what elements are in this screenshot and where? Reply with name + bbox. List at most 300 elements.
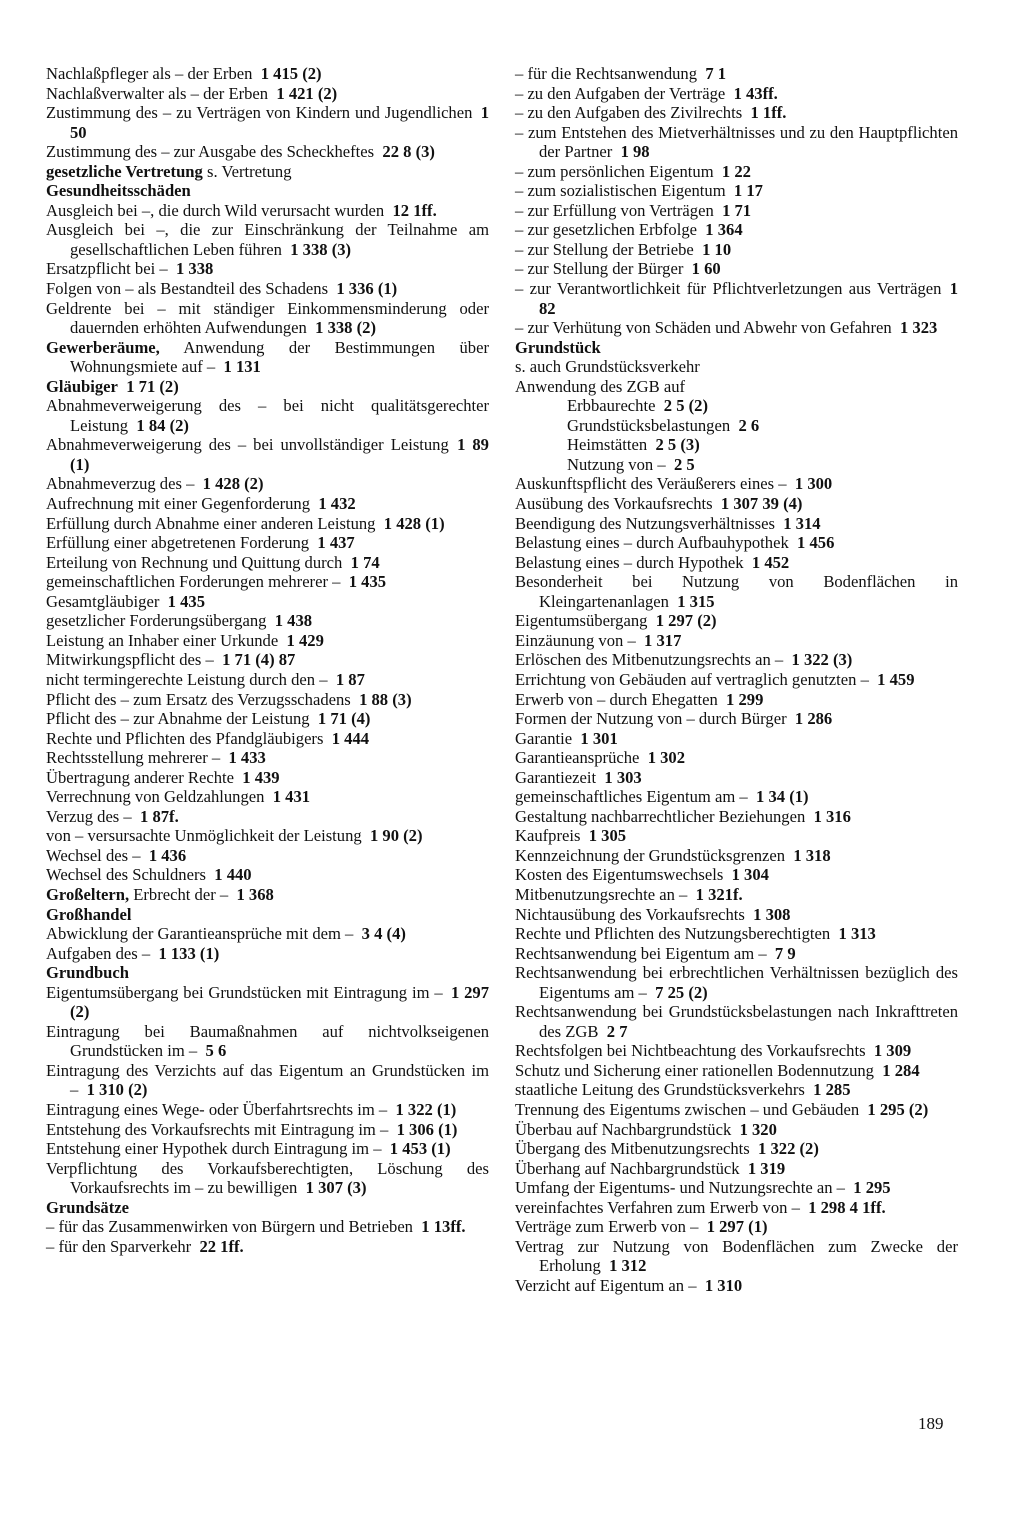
index-entry [515, 1178, 958, 1198]
index-entry [515, 787, 958, 807]
entry-reference: 2 5 (3) [655, 435, 700, 455]
entry-text: Eigentumsübergang [515, 611, 648, 631]
entry-text: gemeinschaftliches Eigentum am – [515, 787, 748, 807]
entry-text: Erwerb von – durch Ehegatten [515, 689, 718, 709]
index-entry [46, 768, 489, 788]
index-entry [515, 572, 958, 611]
entry-text: Verzug des – [46, 806, 132, 826]
index-heading [46, 1198, 489, 1218]
index-entry [46, 846, 489, 866]
index-heading [515, 338, 958, 358]
entry-reference: 1 438 [274, 611, 313, 631]
entry-reference: 2 5 [673, 454, 695, 474]
index-heading [46, 963, 489, 983]
entry-reference: 1 286 [794, 709, 833, 729]
entry-text: von – versursachte Unmöglichkeit der Leistung [46, 826, 362, 846]
index-entry [515, 1217, 958, 1237]
entry-reference: 22 8 (3) [382, 142, 435, 162]
entry-text: Nachlaßverwalter als – der Erben [46, 83, 269, 103]
index-entry [46, 826, 489, 846]
entry-reference: 1 305 [588, 826, 627, 846]
entry-reference: 1 433 [228, 748, 266, 768]
entry-keyword: Grundstück [515, 337, 601, 357]
entry-text: s. auch Grundstücksverkehr [515, 357, 700, 377]
index-entry [515, 670, 958, 690]
entry-reference: 1 439 [242, 767, 280, 787]
entry-reference: 1 319 [747, 1158, 786, 1178]
entry-text: Abnahmeverzug des – [46, 474, 195, 494]
entry-text: Entstehung des Vorkaufsrechts mit Eintragung im – [46, 1119, 389, 1139]
index-entry [515, 1061, 958, 1081]
entry-reference: 1 306 (1) [396, 1119, 458, 1139]
entry-text: Kennzeichnung der Grundstücksgrenzen [515, 845, 786, 865]
entry-text: Vertrag zur Nutzung von Bodenflächen zum Zwecke der Erholung [515, 1236, 958, 1276]
index-entry [515, 1237, 958, 1276]
entry-reference: 1 310 (2) [86, 1080, 148, 1100]
entry-text: Ausgleich bei –, die durch Wild verursacht wurden [46, 200, 385, 220]
entry-reference: 1 338 (3) [290, 239, 352, 259]
entry-text: Ersatzpflicht bei – [46, 259, 168, 279]
entry-text: Belastung eines – durch Aufbauhypothek [515, 533, 789, 553]
entry-text: Anwendung des ZGB auf [515, 376, 686, 396]
index-entry [515, 690, 958, 710]
index-entry [46, 396, 489, 435]
index-entry [515, 1100, 958, 1120]
index-entry [46, 64, 489, 84]
entry-text: Folgen von – als Bestandteil des Schadens [46, 279, 329, 299]
entry-text: Erfüllung durch Abnahme einer anderen Leistung [46, 513, 376, 533]
entry-reference: 1 298 4 1ff. [808, 1197, 886, 1217]
index-entry [515, 650, 958, 670]
entry-reference: 1 440 [214, 865, 252, 885]
entry-text: – für das Zusammenwirken von Bürgern und Betrieben [46, 1217, 413, 1237]
entry-text: Aufrechnung mit einer Gegenforderung [46, 494, 311, 514]
entry-text: – zur Stellung der Bürger [515, 259, 684, 279]
index-entry [46, 924, 489, 944]
index-entry [46, 1120, 489, 1140]
index-entry [515, 807, 958, 827]
entry-keyword: Großhandel [46, 904, 132, 924]
index-entry [46, 885, 489, 905]
index-entry [515, 1002, 958, 1041]
index-entry [515, 1120, 958, 1140]
entry-reference: 1 437 [317, 533, 355, 553]
index-heading [46, 905, 489, 925]
index-entry [515, 455, 958, 475]
index-entry [46, 1237, 489, 1257]
entry-reference: 1 338 (2) [315, 318, 376, 338]
index-entry [46, 533, 489, 553]
index-entry [515, 963, 958, 1002]
entry-keyword: Gläubiger [46, 376, 118, 396]
entry-reference: 22 1ff. [199, 1236, 244, 1256]
entry-text: Beendigung des Nutzungsverhältnisses [515, 513, 775, 533]
entry-reference: 1 299 [726, 689, 764, 709]
entry-reference: 1 34 (1) [756, 787, 809, 807]
entry-text: Erfüllung einer abgetretenen Forderung [46, 533, 310, 553]
index-entry [46, 435, 489, 474]
entry-reference: 1 323 [899, 318, 938, 338]
index-entry [46, 201, 489, 221]
entry-reference: 7 1 [705, 64, 727, 83]
entry-reference: 1 297 (2) [655, 611, 717, 631]
entry-reference: 1 50 [70, 103, 489, 142]
index-entry [515, 123, 958, 162]
index-entry [515, 181, 958, 201]
index-entry [515, 494, 958, 514]
entry-text: Besonderheit bei Nutzung von Bodenflächen in Kleingartenanlagen [515, 572, 958, 611]
entry-reference: 1 322 (2) [758, 1139, 819, 1159]
index-entry [46, 572, 489, 592]
index-entry [46, 631, 489, 651]
entry-text: Eigentumsübergang bei Grundstücken mit Eintragung im – [46, 982, 443, 1002]
index-entry [515, 944, 958, 964]
entry-reference: 12 1ff. [392, 200, 437, 220]
entry-reference: 1 87f. [140, 806, 179, 826]
index-entry [46, 1139, 489, 1159]
entry-keyword: gesetzliche Vertretung [46, 161, 203, 181]
entry-reference: 1 436 [148, 845, 187, 865]
entry-text: Erbbaurechte [567, 396, 656, 416]
entry-text: Wechsel des Schuldners [46, 865, 206, 885]
index-entry [515, 1198, 958, 1218]
index-entry [515, 201, 958, 221]
entry-reference: 1 435 [167, 591, 205, 611]
entry-text: Eintragung des Verzichts auf das Eigentum an Grundstücken im – [46, 1060, 489, 1100]
entry-text: Grundstücksbelastungen [567, 415, 731, 435]
entry-text: Schutz und Sicherung einer rationellen Bodennutzung [515, 1060, 874, 1080]
entry-text: – zu den Aufgaben der Verträge [515, 83, 726, 103]
entry-reference: 1 89 (1) [70, 435, 489, 474]
entry-reference: 1 295 [853, 1178, 891, 1198]
entry-text: Leistung an Inhaber einer Urkunde [46, 630, 279, 650]
entry-text: Verzicht auf Eigentum an – [515, 1275, 697, 1295]
entry-text: – zur gesetzlichen Erbfolge [515, 220, 697, 240]
entry-text: s. Vertretung [207, 161, 292, 181]
entry-reference: 1 308 [753, 904, 791, 924]
entry-text: – für die Rechtsanwendung [515, 64, 698, 83]
entry-text: Rechte und Pflichten des Nutzungsberechtigten [515, 924, 831, 944]
entry-reference: 1 133 (1) [158, 943, 220, 963]
index-entry [515, 1159, 958, 1179]
entry-reference: 1 71 (4) [317, 709, 371, 729]
index-entry [515, 514, 958, 534]
index-entry [46, 142, 489, 162]
entry-text: Verrechnung von Geldzahlungen [46, 787, 265, 807]
index-entry [46, 279, 489, 299]
entry-reference: 1 364 [705, 220, 743, 240]
index-column-left [46, 64, 489, 1256]
index-entry [46, 84, 489, 104]
entry-text: Übergang des Mitbenutzungsrechts [515, 1139, 750, 1159]
index-entry [515, 240, 958, 260]
entry-text: Nachlaßpfleger als – der Erben [46, 64, 253, 83]
entry-text: Gesamtgläubiger [46, 591, 160, 611]
entry-reference: 1 338 [175, 259, 214, 279]
entry-reference: 1 428 (1) [383, 513, 445, 533]
entry-reference: 1 285 [813, 1080, 851, 1100]
index-entry [515, 84, 958, 104]
entry-text: gemeinschaftlichen Forderungen mehrerer – [46, 572, 341, 592]
entry-reference: 1 71 [722, 200, 752, 220]
entry-reference: 1 74 [350, 552, 380, 572]
entry-text: Abwicklung der Garantieansprüche mit dem – [46, 924, 354, 944]
entry-text: staatliche Leitung des Grundstücksverkehrs [515, 1080, 805, 1100]
entry-text: – zu den Aufgaben des Zivilrechts [515, 103, 743, 123]
index-entry [46, 514, 489, 534]
entry-text: Gestaltung nachbarrechtlicher Beziehungen [515, 806, 806, 826]
entry-reference: 1 10 [702, 239, 732, 259]
entry-reference: 1 98 [620, 142, 650, 162]
entry-reference: 1 307 39 (4) [720, 494, 803, 514]
index-entry [515, 396, 958, 416]
entry-text: Kaufpreis [515, 826, 581, 846]
entry-text: gesetzlicher Forderungsübergang [46, 611, 267, 631]
index-entry [515, 846, 958, 866]
entry-reference: 1 1ff. [750, 103, 787, 123]
entry-reference: 1 43ff. [733, 83, 778, 103]
index-entry [515, 709, 958, 729]
entry-reference: 1 307 (3) [305, 1178, 367, 1198]
entry-text: Garantie [515, 728, 573, 748]
entry-reference: 7 25 (2) [655, 982, 708, 1002]
index-entry [515, 611, 958, 631]
index-entry [515, 885, 958, 905]
index-entry [515, 905, 958, 925]
entry-reference: 1 428 (2) [202, 474, 264, 494]
entry-text: Wechsel des – [46, 845, 141, 865]
index-entry [515, 474, 958, 494]
entry-reference: 1 71 (4) 87 [222, 650, 296, 670]
entry-text: – für den Sparverkehr [46, 1236, 192, 1256]
index-entry [515, 1276, 958, 1296]
entry-text: Auskunftspflicht des Veräußerers eines – [515, 474, 787, 494]
entry-reference: 1 368 [236, 884, 274, 904]
entry-text: Garantiezeit [515, 767, 597, 787]
entry-reference: 3 4 (4) [361, 924, 406, 944]
entry-reference: 5 6 [205, 1041, 227, 1061]
entry-text: Pflicht des – zum Ersatz des Verzugsschadens [46, 689, 351, 709]
index-entry [46, 103, 489, 142]
index-entry [46, 1100, 489, 1120]
entry-reference: 1 301 [580, 728, 618, 748]
entry-keyword: Gesundheitsschäden [46, 181, 191, 201]
entry-text: Anwendung der Bestimmungen über Wohnungsmiete auf – [70, 337, 489, 377]
entry-reference: 1 315 [677, 591, 715, 611]
index-entry [515, 220, 958, 240]
index-entry [46, 220, 489, 259]
index-entry [515, 533, 958, 553]
index-entry [46, 650, 489, 670]
entry-reference: 1 90 (2) [369, 826, 423, 846]
entry-text: Kosten des Eigentumswechsels [515, 865, 724, 885]
entry-reference: 1 317 [644, 630, 682, 650]
index-entry [515, 162, 958, 182]
entry-text: Abnahmeverweigerung des – bei nicht qualitätsgerechter Leistung [46, 396, 489, 435]
entry-text: Formen der Nutzung von – durch Bürger [515, 709, 787, 729]
index-entry [46, 299, 489, 338]
index-entry [46, 338, 489, 377]
index-entry [515, 768, 958, 788]
entry-text: – zur Erfüllung von Verträgen [515, 200, 714, 220]
entry-reference: 1 452 [751, 552, 790, 572]
index-entry [46, 944, 489, 964]
entry-reference: 1 453 (1) [389, 1139, 451, 1159]
entry-reference: 1 295 (2) [867, 1099, 929, 1119]
entry-reference: 1 17 [733, 181, 763, 201]
entry-text: – zur Verantwortlichkeit für Pflichtverletzungen aus Verträgen [515, 279, 942, 299]
entry-text: – zur Stellung der Betriebe [515, 239, 694, 259]
entry-text: Nichtausübung des Vorkaufsrechts [515, 904, 745, 924]
index-heading [46, 181, 489, 201]
index-entry [46, 729, 489, 749]
index-entry [515, 259, 958, 279]
entry-text: Rechtsanwendung bei Grundstücksbelastungen nach Inkrafttreten des ZGB [515, 1002, 958, 1041]
entry-text: Eintragung bei Baumaßnahmen auf nichtvolkseigenen Grundstücken im – [46, 1021, 489, 1061]
entry-reference: 1 316 [813, 806, 851, 826]
entry-reference: 1 322 (1) [395, 1099, 457, 1119]
index-entry [46, 807, 489, 827]
index-entry [46, 709, 489, 729]
entry-reference: 1 310 [704, 1275, 743, 1295]
entry-text: Nutzung von – [567, 454, 666, 474]
entry-reference: 1 297 (2) [70, 982, 490, 1022]
entry-reference: 1 309 [873, 1041, 912, 1061]
index-entry [46, 1061, 489, 1100]
entry-text: Belastung eines – durch Hypothek [515, 552, 744, 572]
entry-reference: 1 336 (1) [336, 279, 398, 299]
entry-reference: 1 22 [721, 161, 751, 181]
index-entry [515, 553, 958, 573]
entry-keyword: Grundsätze [46, 1197, 129, 1217]
entry-reference: 1 131 [223, 357, 261, 377]
entry-reference: 1 302 [647, 748, 686, 768]
entry-text: Übertragung anderer Rechte [46, 767, 234, 787]
entry-text: Trennung des Eigentums zwischen – und Gebäuden [515, 1099, 860, 1119]
index-entry [515, 924, 958, 944]
index-entry [515, 416, 958, 436]
index-entry [515, 748, 958, 768]
index-entry [46, 690, 489, 710]
entry-keyword: Gewerberäume, [46, 337, 160, 357]
index-entry [515, 729, 958, 749]
entry-text: Überhang auf Nachbargrundstück [515, 1158, 740, 1178]
entry-reference: 1 313 [838, 924, 876, 944]
entry-text: Heimstätten [567, 435, 648, 455]
entry-text: nicht termingerechte Leistung durch den – [46, 669, 328, 689]
entry-text: Eintragung eines Wege- oder Überfahrtsrechts im – [46, 1099, 388, 1119]
entry-reference: 1 429 [286, 630, 324, 650]
index-entry [46, 1159, 489, 1198]
index-entry [515, 435, 958, 455]
entry-text: Überbau auf Nachbargrundstück [515, 1119, 732, 1139]
entry-reference: 1 435 [348, 572, 387, 592]
index-entry [46, 983, 489, 1022]
entry-text: Ausübung des Vorkaufsrechts [515, 494, 713, 514]
entry-text: Verpflichtung des Vorkaufsberechtigten, Löschung des Vorkaufsrechts im – zu bewilligen [46, 1158, 489, 1198]
entry-reference: 1 60 [691, 259, 721, 279]
entry-text: Umfang der Eigentums- und Nutzungsrechte an – [515, 1178, 845, 1198]
entry-text: Mitbenutzungsrechte an – [515, 884, 688, 904]
index-entry [515, 357, 958, 377]
index-entry [515, 631, 958, 651]
entry-text: – zur Verhütung von Schäden und Abwehr von Gefahren [515, 318, 892, 338]
entry-text: Rechtsstellung mehrerer – [46, 748, 221, 768]
index-entry [46, 494, 489, 514]
index-entry [46, 474, 489, 494]
entry-reference: 1 459 [877, 669, 915, 689]
entry-reference: 1 284 [882, 1060, 920, 1080]
entry-reference: 1 322 (3) [791, 650, 853, 670]
entry-reference: 1 432 [318, 494, 356, 514]
entry-reference: 1 321f. [695, 884, 743, 904]
index-entry [46, 748, 489, 768]
index-entry [46, 1217, 489, 1237]
entry-text: Aufgaben des – [46, 943, 151, 963]
entry-keyword: Großeltern, [46, 884, 130, 904]
index-entry [46, 259, 489, 279]
index-entry [46, 592, 489, 612]
entry-reference: 1 444 [331, 728, 370, 748]
entry-reference: 1 314 [783, 513, 821, 533]
entry-reference: 1 431 [272, 787, 311, 807]
entry-reference: 1 415 (2) [260, 64, 322, 83]
entry-text: Erlöschen des Mitbenutzungsrechts an – [515, 650, 784, 670]
entry-reference: 1 300 [794, 474, 833, 494]
index-entry [515, 318, 958, 338]
entry-text: Entstehung einer Hypothek durch Eintragung im – [46, 1139, 382, 1159]
entry-text: Zustimmung des – zur Ausgabe des Scheckheftes [46, 142, 375, 162]
entry-text: Verträge zum Erwerb von – [515, 1217, 699, 1237]
index-entry [515, 103, 958, 123]
index-entry [515, 1080, 958, 1100]
index-entry [515, 1041, 958, 1061]
index-entry [46, 611, 489, 631]
entry-text: – zum sozialistischen Eigentum [515, 181, 726, 201]
entry-reference: 2 6 [738, 415, 760, 435]
index-entry [515, 377, 958, 397]
entry-reference: 2 5 (2) [663, 396, 708, 416]
index-entry [46, 377, 489, 397]
entry-reference: 1 312 [609, 1256, 647, 1276]
entry-reference: 1 87 [335, 669, 365, 689]
entry-text: – zum Entstehen des Mietverhältnisses und zu den Hauptpflichten der Partner [515, 122, 958, 162]
entry-reference: 1 88 (3) [359, 689, 412, 709]
index-entry [46, 787, 489, 807]
entry-text: Einzäunung von – [515, 630, 636, 650]
entry-text: Rechtsfolgen bei Nichtbeachtung des Vorkaufsrechts [515, 1041, 866, 1061]
entry-text: Mitwirkungspflicht des – [46, 650, 214, 670]
entry-reference: 1 304 [731, 865, 769, 885]
entry-reference: 1 13ff. [421, 1217, 466, 1237]
index-entry [46, 670, 489, 690]
entry-text: Rechtsanwendung bei Eigentum am – [515, 943, 767, 963]
index-column-right [515, 64, 958, 1295]
entry-text: Rechte und Pflichten des Pfandgläubigers [46, 728, 324, 748]
entry-text: Errichtung von Gebäuden auf vertraglich genutzten – [515, 669, 869, 689]
entry-text: vereinfachtes Verfahren zum Erwerb von – [515, 1197, 800, 1217]
entry-reference: 7 9 [774, 943, 796, 963]
entry-reference: 2 7 [606, 1021, 628, 1041]
index-entry [515, 64, 958, 84]
entry-reference: 1 297 (1) [706, 1217, 768, 1237]
entry-text: Garantieansprüche [515, 748, 640, 768]
entry-reference: 1 320 [739, 1119, 777, 1139]
entry-reference: 1 84 (2) [136, 415, 189, 435]
entry-reference: 1 456 [797, 533, 835, 553]
index-entry [515, 826, 958, 846]
index-entry [46, 162, 489, 182]
